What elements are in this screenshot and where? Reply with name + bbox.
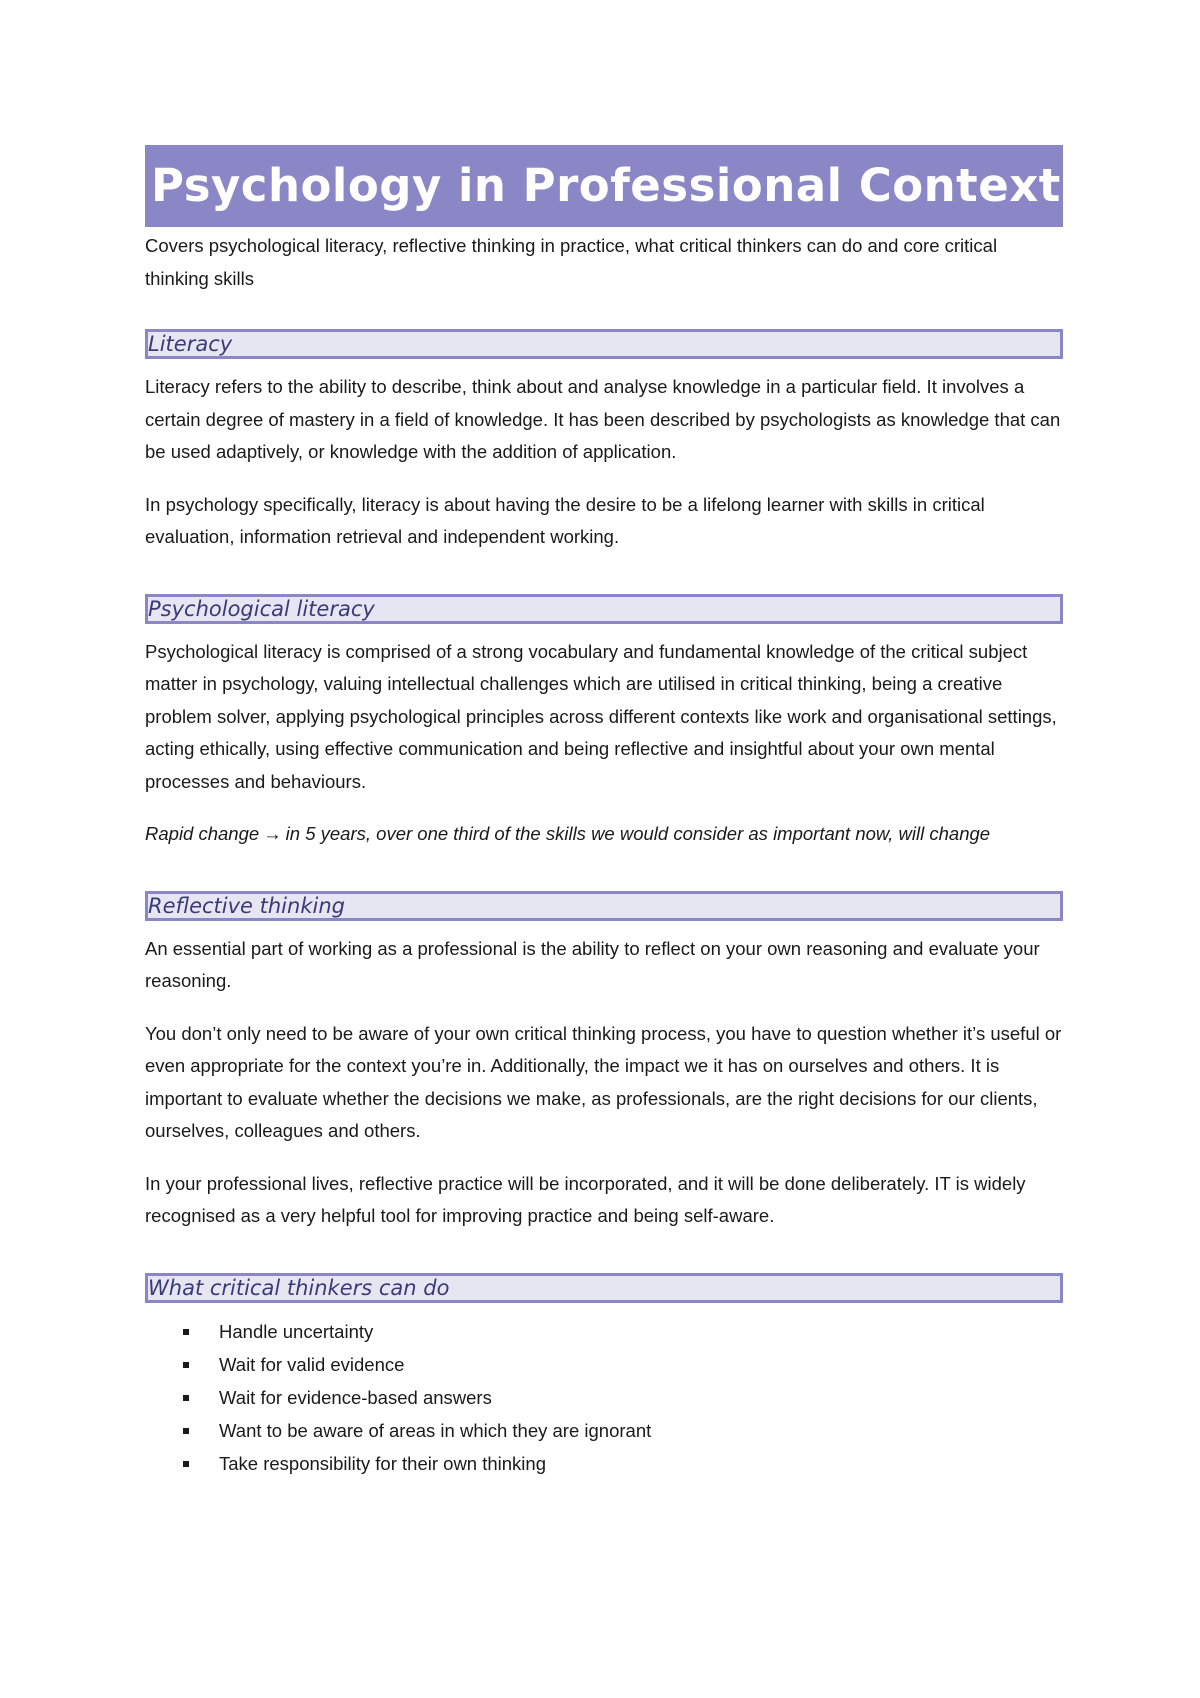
paragraph: Literacy refers to the ability to describe, think about and analyse knowledge in a particular field. It involves a certain degree of mastery in a field of knowledge. It has been described by psychologists as knowledge that can be used adaptively, or knowledge with the addition of application. (145, 376, 1061, 462)
section-reflective-thinking (145, 891, 1063, 1233)
document-page (145, 145, 1089, 1480)
list-item (145, 1315, 1063, 1348)
section-heading: Reflective thinking (145, 891, 1063, 921)
section-heading: What critical thinkers can do (145, 1273, 1063, 1303)
square-bullet-icon (183, 1329, 189, 1335)
list-item-text: Handle uncertainty (219, 1320, 374, 1342)
document-title: Psychology in Professional Contexts (145, 145, 1063, 227)
list-item (145, 1348, 1063, 1381)
rapid-change-note (145, 818, 1063, 851)
section-heading: Psychological literacy (145, 594, 1063, 624)
list-item (145, 1414, 1063, 1447)
arrow-right-icon: → (263, 823, 282, 844)
paragraph: An essential part of working as a professional is the ability to reflect on your own reasoning and evaluate your reasoning. (145, 937, 1040, 991)
paragraph: In your professional lives, reflective practice will be incorporated, and it will be done deliberately. IT is widely recognised as a very helpful tool for improving practice and being self-aware. (145, 1172, 1026, 1226)
bullet-list (145, 1315, 1063, 1480)
note-text: in 5 years, over one third of the skills we would consider as important now, will change (285, 823, 991, 844)
paragraph: Psychological literacy is comprised of a strong vocabulary and fundamental knowledge of the critical subject matter in psychology, valuing intellectual challenges which are utilised in critical thinking, being a creative problem solver, applying psychological principles across different contexts like work and organisational settings, acting ethically, using effective communication and being reflective and insightful about your own mental processes and behaviours. (145, 640, 1057, 792)
section-literacy (145, 329, 1063, 554)
square-bullet-icon (183, 1428, 189, 1434)
section-psychological-literacy (145, 594, 1063, 851)
note-lead: Rapid change (145, 823, 260, 844)
square-bullet-icon (183, 1461, 189, 1467)
document-subtitle: Covers psychological literacy, reflective thinking in practice, what critical thinkers can do and core critical thinking skills (145, 235, 998, 289)
square-bullet-icon (183, 1395, 189, 1401)
section-heading: Literacy (145, 329, 1063, 359)
list-item-text: Wait for valid evidence (219, 1353, 405, 1375)
section-critical-thinkers (145, 1273, 1063, 1480)
list-item (145, 1447, 1063, 1480)
list-item (145, 1381, 1063, 1414)
paragraph: You don’t only need to be aware of your own critical thinking process, you have to question whether it’s useful or even appropriate for the context you’re in. Additionally, the impact we it has on ourselves and others. It is important to evaluate whether the decisions we make, as professionals, are the right decisions for our clients, ourselves, colleagues and others. (145, 1022, 1062, 1141)
list-item-text: Want to be aware of areas in which they are ignorant (219, 1419, 652, 1441)
list-item-text: Take responsibility for their own thinking (219, 1452, 546, 1474)
square-bullet-icon (183, 1362, 189, 1368)
paragraph: In psychology specifically, literacy is about having the desire to be a lifelong learner with skills in critical evaluation, information retrieval and independent working. (145, 493, 985, 547)
list-item-text: Wait for evidence-based answers (219, 1386, 492, 1408)
